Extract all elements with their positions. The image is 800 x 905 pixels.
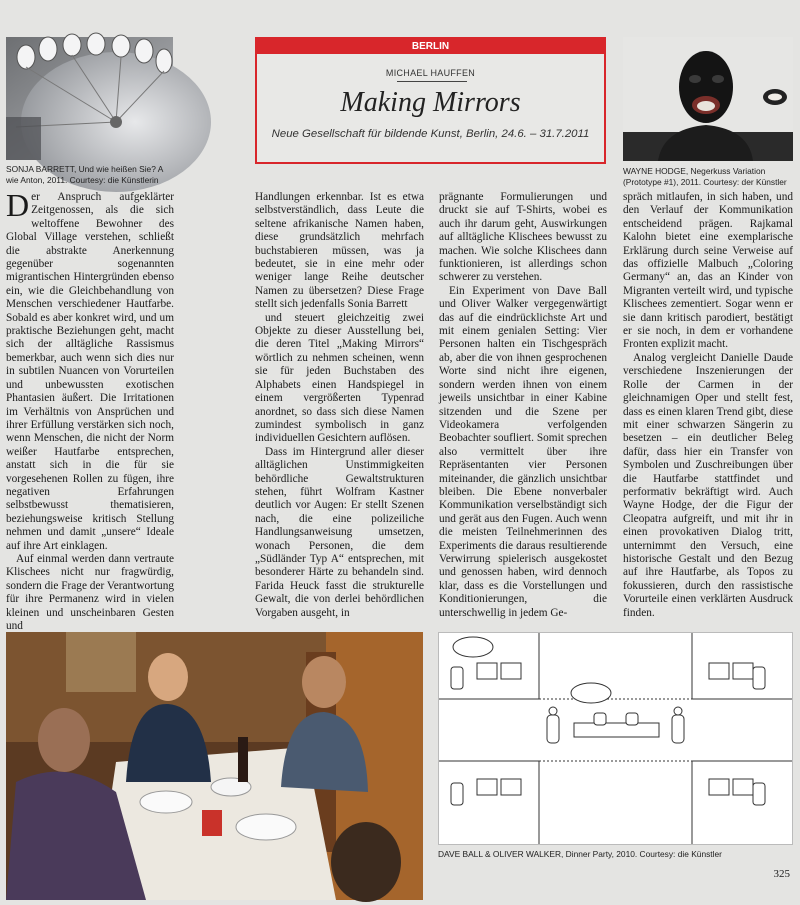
author-name: MICHAEL HAUFFEN [385,68,476,78]
dinner-party-diagram [439,633,792,844]
article-column-2 [255,191,424,619]
section-tab: BERLIN [257,39,604,54]
photo-dinner-party [6,632,423,900]
article-column-1 [6,187,174,632]
paragraph: Analog vergleicht Danielle Daude verschiedene Inszenierungen der Rolle der Carmen in der gleichnamigen Oper und stellt fest, dass es einen klaren Trend gibt, diese mit einer schwarzen Sängerin zu besetzen – ein deutlicher Beleg dafür, dass hier ein Transfer von Symbolen und Zuschreibungen über die Hautfarbe stattfindet und performativ bekräftigt wird. Auch Wayne Hodge, der die Figur der Cleopatra aufgreift, und mit ihr in einen provokativen Dialog tritt, unternimmt den Versuch, eine historische Gestalt und den Bezug auf ihre Hautfarbe, als Topos zu fokussieren, durch den rassistische Vorurteile einen verklärten Ausdruck finden. [623,351,793,619]
paragraph: und steuert gleichzeitig zwei Objekte zu dieser Ausstellung bei, die deren Titel „Making Mirrors“ wörtlich zu nehmen scheinen, wenn sie für jeden Buchstaben des Alphabets einen Handspiegel in einem vergrößerten Typenrad anordnet, so dass sich diese Namen zumindest symbolisch in ganz individuellen Gesichtern auflösen. [255,311,424,445]
photo-mirror-wheel [6,37,173,160]
paragraph: prägnante Formulierungen und druckt sie auf T-Shirts, wobei es auch ihr darum geht, Auswirkungen auf alltägliche Klischees bewusst zu machen. Wie solche Klischees dann funktionieren, ist allerdings schon schwerer zu verstehen. [439,191,607,284]
caption-bottom-right: DAVE BALL & OLIVER WALKER, Dinner Party, 2010. Courtesy: die Künstler [438,849,722,859]
article-header [255,37,606,164]
drop-cap: D [6,187,30,223]
mask-image [623,37,793,161]
paragraph: er Anspruch aufgeklärter Zeitgenossen, als die sich weltoffene Bewohner des Global Village verstehen, schließt die abstrakte Anerkennung gegenüber sogenannten migrantischen Hintergründen ebenso ein, wie die Gleichbehandlung von Menschen verschiedener Hautfarbe. Sobald es aber konkret wird, und um praktische Beziehungen geht, macht sich der alltägliche Rassismus bemerkbar, auch wenn sich dies nur in subtilen Nuancen von Vorurteilen und unbewussten exotischen Phantasien äußert. Die Irritationen im Verhältnis von Ansprüchen und ihrer Erfüllung verstärken sich noch, wenn Menschen, die nicht der Norm weißer Hautfarbe entsprechen, anstatt sich in die für sie vorgesehenen Rollen zu fügen, ihre negativen Erfahrungen selbstbewusst thematisieren, beziehungsweise kritisch Stellung nehmen und damit „unsere“ Ideale auf ihre Art einklagen. [6,191,174,552]
article-title: Making Mirrors [340,87,521,118]
article-subtitle: Neue Gesellschaft für bildende Kunst, Berlin, 24.6. – 31.7.2011 [271,128,590,140]
paragraph: Handlungen erkennbar. Ist es etwa selbstverständlich, dass Leute die seltene afrikanische Namen haben, diese grundsätzlich mehrfach buchstabieren müssen, was ja bedeutet, sie in eine mehr oder weniger lange Reihe deutscher Namen zu übersetzen? Diese Frage stellt sich jedenfalls Sonia Barrett [255,191,424,311]
caption-top-right: WAYNE HODGE, Negerkuss Variation (Prototype #1), 2011. Courtesy: der Künstler [623,166,787,187]
paragraph: Ein Experiment von Dave Ball und Oliver Walker vergegenwärtigt das auf die eindrücklichste Art und mit einem genialen Setting: Vier Personen halten ein Tischgespräch ab, aber die von ihnen gesprochenen Worte sind nicht ihre eigenen, sondern werden ihnen von einem jeweils unsichtbar in einer Kabine sitzenden und die Szene per Videokamera verfolgenden Beobachter soufliert. Somit sprechen also vermittelt über ihre Repräsentanten vier Personen miteinander, die gänzlich unsichtbar bleiben. Die Ebene nonverbaler Kommunikation verselbständigt sich und gerät aus den Fugen. Auch wenn die meisten Teilnehmerinnen des Experiments die daraus resultierende Verwirrung spielerisch ausgekostet und genossen haben, wird dennoch klar, dass es die Vorstellungen und Konditionierungen, die unterschwellig in jedem Ge- [439,284,607,619]
caption-top-left: SONJA BARRETT, Und wie heißen Sie? A wie Anton, 2011. Courtesy: die Künstlerin [6,164,163,185]
article-column-4 [623,191,793,619]
paragraph: Dass im Hintergrund aller dieser alltäglichen Unstimmigkeiten behördliche Gewaltstrukturen stehen, führt Wolfram Kastner deutlich vor Augen: Er stellt Szenen nach, die eine polizeiliche Handlungsanweisung umsetzen, wonach Personen, die dem „Südländer Typ A“ entsprechen, mit besonderer Härte zu behandeln sind. Farida Heuck fasst die strukturelle Gewalt, die von derlei behördlichen Vorgaben ausgeht, in [255,445,424,619]
diagram-dinner-party [438,632,793,845]
page-number: 325 [773,868,790,880]
author-rule [397,81,467,82]
photo-mask [623,37,793,161]
mirror-wheel-image [6,37,173,160]
article-column-3 [439,191,607,619]
paragraph: spräch mitlaufen, in sich haben, und den Verlauf der Kommunikation entscheidend prägen. Rajkamal Kalohn bietet eine exemplarische Erklärung durch seine Verweise auf das offizielle Malbuch „Coloring Germany“ an, das an Kinder von Migranten verteilt wird, und typische Klischees zementiert. Sogar wenn er sie dann kritisch parodiert, bestätigt er sie noch, in dem er vorhandene Fronten explizit macht. [623,191,793,351]
paragraph: Auf einmal werden dann vertraute Klischees nicht nur fragwürdig, sondern die Frage der Verantwortung für ihre Permanenz wird in vielen kleinen und unscheinbaren Gesten und [6,552,174,632]
dinner-party-image [6,632,423,900]
